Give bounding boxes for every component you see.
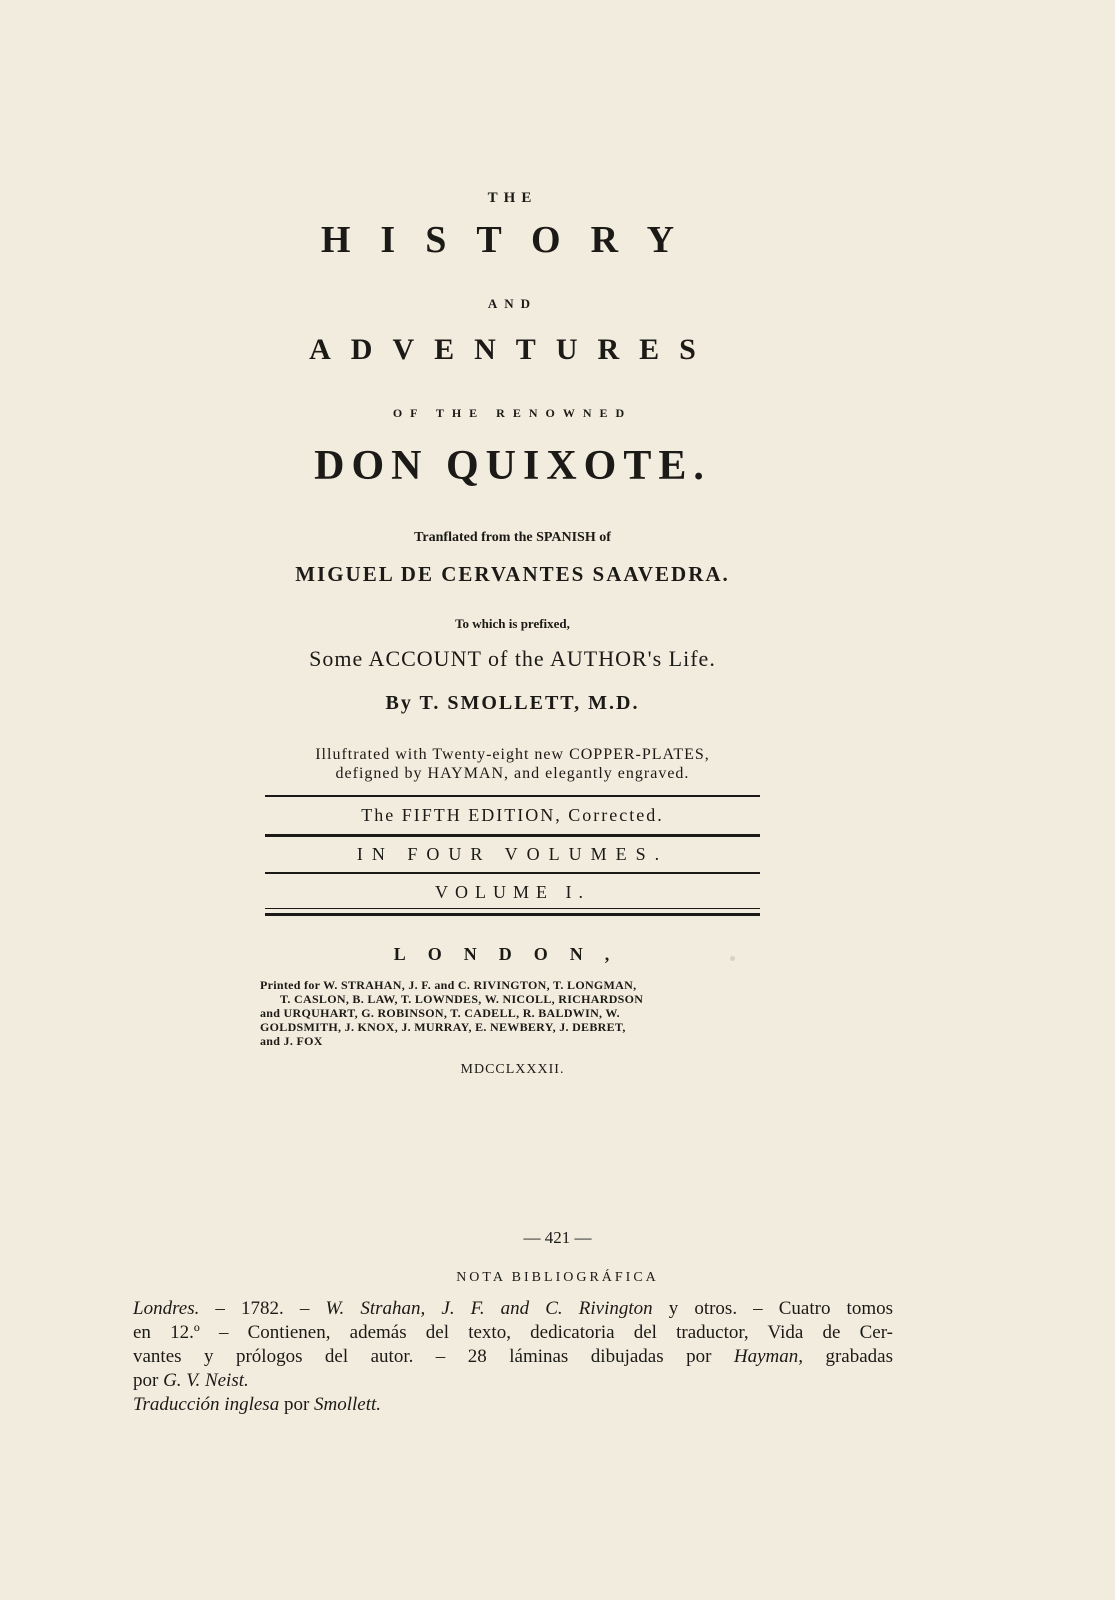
nota-translator: Smollett. — [314, 1394, 382, 1415]
rule-divider — [265, 795, 760, 797]
nota-illustrator: Hayman, — [733, 1346, 804, 1367]
nota-text: vantes y prólogos del autor. – 28 láminas dibujadas por — [133, 1346, 734, 1367]
title-history: HISTORY — [320, 219, 705, 261]
nota-text: por — [133, 1370, 164, 1391]
account-line: Some ACCOUNT of the AUTHOR's Life. — [309, 646, 716, 671]
nota-line-5 — [133, 1393, 893, 1417]
imprint-line-1: Printed for W. STRAHAN, J. F. and C. RIVINGTON, T. LONGMAN, — [260, 978, 637, 992]
title-and: AND — [487, 296, 538, 311]
nota-engraver: G. V. Neist. — [163, 1370, 249, 1391]
nota-translation: Traducción inglesa — [133, 1394, 280, 1415]
paper-speck — [730, 956, 735, 961]
volume-line: VOLUME I. — [435, 882, 590, 902]
rule-divider — [265, 872, 760, 874]
illustration-line-1: Illuftrated with Twenty-eight new COPPER-PLATES, — [315, 746, 710, 763]
rule-divider — [265, 913, 760, 916]
nota-heading: NOTA BIBLIOGRÁFICA — [456, 1270, 659, 1285]
rule-divider — [265, 834, 760, 837]
title-adventures: ADVENTURES — [309, 333, 716, 366]
nota-line-1 — [133, 1297, 893, 1321]
nota-text: por — [279, 1394, 315, 1415]
imprint-year: MDCCLXXXII. — [460, 1062, 565, 1077]
imprint-line-2: T. CASLON, B. LAW, T. LOWNDES, W. NICOLL, RICHARDSON — [280, 992, 644, 1006]
imprint-line-5: and J. FOX — [260, 1034, 323, 1048]
nota-text: – 1782. – — [199, 1298, 326, 1319]
nota-line-2: en 12.º – Contienen, además del texto, dedicatoria del traductor, Vida de Cer- — [133, 1322, 893, 1343]
nota-line-4 — [133, 1369, 893, 1393]
title-the: THE — [487, 190, 538, 206]
imprint-line-4: GOLDSMITH, J. KNOX, J. MURRAY, E. NEWBERY, J. DEBRET, — [260, 1020, 626, 1034]
title-don-quixote: DON QUIXOTE. — [314, 443, 711, 489]
nota-body — [133, 1297, 893, 1417]
translator-line: By T. SMOLLETT, M.D. — [385, 692, 640, 714]
imprint-city: LONDON, — [393, 944, 632, 964]
translated-line: Tranflated from the SPANISH of — [414, 530, 611, 545]
nota-publishers: W. Strahan, J. F. and C. Rivington — [325, 1298, 653, 1319]
nota-city: Londres. — [133, 1298, 200, 1319]
volumes-line: IN FOUR VOLUMES. — [356, 844, 669, 864]
title-of-the-renowned: OF THE RENOWNED — [392, 406, 633, 420]
illustration-note — [255, 745, 770, 783]
edition-line: The FIFTH EDITION, Corrected. — [361, 805, 664, 825]
rule-divider — [265, 908, 760, 909]
prefixed-line: To which is prefixed, — [455, 616, 570, 631]
imprint-line-3: and URQUHART, G. ROBINSON, T. CADELL, R. BALDWIN, W. — [260, 1006, 620, 1020]
author-name: MIGUEL DE CERVANTES SAAVEDRA. — [295, 562, 730, 586]
nota-text: grabadas — [803, 1346, 893, 1367]
page-number: — 421 — — [523, 1228, 592, 1247]
nota-text: y otros. – Cuatro tomos — [652, 1298, 893, 1319]
nota-line-3 — [133, 1345, 893, 1369]
imprint — [260, 978, 765, 1048]
illustration-line-2: defigned by HAYMAN, and elegantly engraved. — [335, 765, 690, 782]
